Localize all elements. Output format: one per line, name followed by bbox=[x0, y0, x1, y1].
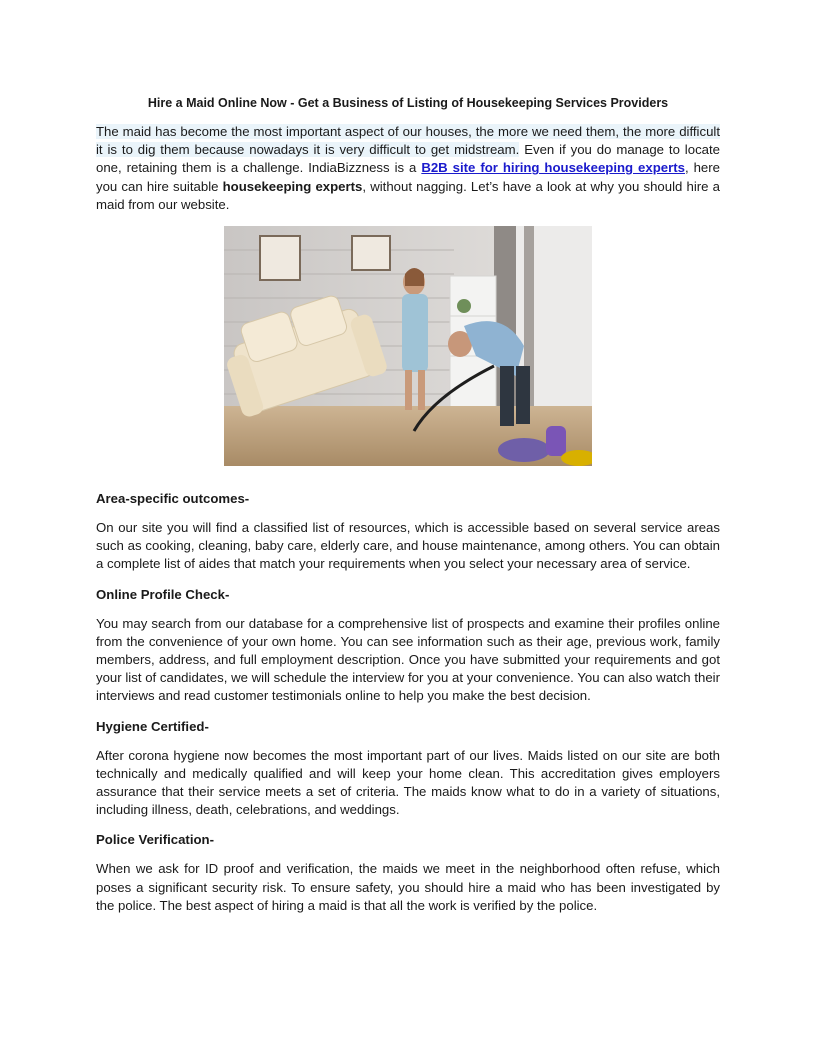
intro-highlighted-text: The maid has become the most important aspect of our houses, the more we need them, the more difficult it is to dig them because nowadays it is very difficult to get midstream. bbox=[96, 124, 720, 158]
section-body-hygiene: After corona hygiene now becomes the most important part of our lives. Maids listed on our site are both technically and medically qualified and will keep your home clean. This accreditation gives employers assurance that their service meets a set of criteria. The maids know what to do in a variety of situations, including illness, death, celebrations, and weddings. bbox=[96, 747, 720, 818]
housekeeping-photo bbox=[224, 226, 592, 466]
section-heading-area-specific: Area-specific outcomes- bbox=[96, 491, 250, 507]
document-title: Hire a Maid Online Now - Get a Business of Listing of Housekeeping Services Providers bbox=[147, 96, 669, 110]
photo-container bbox=[96, 226, 720, 466]
section-heading-police: Police Verification- bbox=[96, 832, 214, 848]
section-body-online-profile: You may search from our database for a comprehensive list of prospects and examine their profiles online from the convenience of your own home. You can see information such as their age, previous work, family members, address, and full employment description. Once you have submitted your requirements and got your list of candidates, we will schedule the interview for you at your convenience. You can also watch their interviews and read customer testimonials online to help you make the best decision. bbox=[96, 615, 720, 704]
intro-text-3: , here you can hire suitable bbox=[96, 160, 720, 194]
section-heading-hygiene: Hygiene Certified- bbox=[96, 718, 209, 734]
section-body-area-specific: On our site you will find a classified list of resources, which is accessible based on several service areas such as cooking, cleaning, baby care, elderly care, and house maintenance, among others. You can obtain a complete list of aides that match your requirements when you select your necessary area of service. bbox=[96, 520, 720, 572]
intro-paragraph bbox=[96, 123, 720, 214]
section-body-police: When we ask for ID proof and verification, the maids we meet in the neighborhood often refuse, which poses a significant security risk. To ensure safety, you should hire a maid who has been investigated by the police. The best aspect of hiring a maid is that all the work is verified by the police. bbox=[96, 861, 720, 913]
intro-text-4: , without nagging. Let’s have a look at why you should hire a maid from our website. bbox=[96, 178, 721, 212]
document-page bbox=[96, 94, 720, 927]
intro-text-2: Even if you do manage to locate one, retaining them is a challenge. IndiaBizzness is a bbox=[96, 142, 720, 176]
b2b-site-link[interactable]: B2B site for hiring housekeeping experts bbox=[421, 160, 685, 176]
section-heading-online-profile: Online Profile Check- bbox=[96, 586, 230, 602]
intro-bold-text: housekeeping experts bbox=[222, 178, 363, 194]
